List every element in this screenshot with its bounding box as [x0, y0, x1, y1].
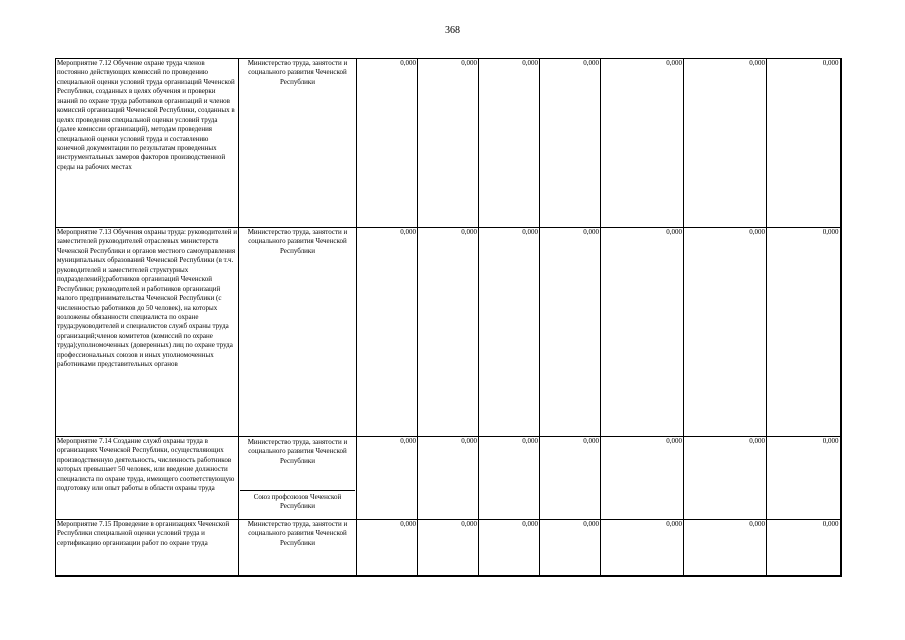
value-cell: 0,000	[684, 520, 767, 577]
table-row	[56, 59, 841, 228]
executor-cell	[239, 59, 357, 228]
value-cell: 0,000	[479, 59, 540, 228]
table-row	[56, 520, 841, 577]
measure-description: Мероприятие 7.14 Создание служб охраны труда в организациях Чеченской Республики, осуществляющих производственную деятельность, численность работников которых превышает 50 человек, или введение должности специалиста по охране труда, имеющего соответствующую подготовку или опыт работы в области охраны труда	[56, 437, 239, 520]
value-cell: 0,000	[684, 59, 767, 228]
value-cell: 0,000	[767, 59, 841, 228]
value-cell: 0,000	[684, 437, 767, 520]
value-cell: 0,000	[684, 228, 767, 437]
executor-name: Министерство труда, занятости и социального развития Чеченской Республики	[247, 228, 348, 255]
value-cell: 0,000	[767, 520, 841, 577]
executor-name: Министерство труда, занятости и социального развития Чеченской Республики	[247, 520, 348, 547]
value-cell: 0,000	[418, 520, 479, 577]
value-cell: 0,000	[601, 59, 684, 228]
value-cell: 0,000	[357, 59, 418, 228]
value-cell: 0,000	[601, 520, 684, 577]
value-cell: 0,000	[479, 437, 540, 520]
value-cell: 0,000	[357, 228, 418, 437]
value-cell: 0,000	[601, 437, 684, 520]
measure-description: Мероприятие 7.12 Обучение охране труда членов постоянно действующих комиссий по проведению специальной оценки условий труда организаций Чеченской Республики, созданных в целях обучения и проверки знаний по охране труда работников организаций и членов комиссий организаций Чеченской Республики, созданных в целях проведения специальной оценки условий труда (далее комиссии организаций), методам проведения специальной оценки условий труда и составлению конечной документации по результатам проведенных инструментальных замеров факторов производственной среды на рабочих местах	[56, 59, 239, 228]
co-executor-name: Союз профсоюзов Чеченской Республики	[240, 490, 355, 514]
value-cell: 0,000	[479, 520, 540, 577]
value-cell: 0,000	[767, 437, 841, 520]
value-cell: 0,000	[540, 228, 601, 437]
measure-description: Мероприятие 7.15 Проведение в организациях Чеченской Республики специальной оценки условий труда и сертификацию организации работ по охране труда	[56, 520, 239, 577]
value-cell: 0,000	[540, 520, 601, 577]
table-row	[56, 437, 841, 520]
executor-name: Министерство труда, занятости и социального развития Чеченской Республики	[247, 438, 348, 465]
value-cell: 0,000	[767, 228, 841, 437]
measure-description: Мероприятие 7.13 Обучения охраны труда: руководителей и заместителей руководителей отраслевых министерств Чеченской Республики и органов местного самоуправления муниципальных образований Чеченской Республики (в т.ч. руководителей и заместителей структурных подразделений);работников организаций Чеченской Республики; руководителей и работников организаций малого предпринимательства Чеченской Республики (с численностью работников до 50 человек), на которых возложены обязанности специалиста по охране труда;руководителей и специалистов служб охраны труда организаций;членов комитетов (комиссий по охране труда);уполномоченных (доверенных) лиц по охране труда профессиональных союзов и иных уполномоченных работниками представительных органов	[56, 228, 239, 437]
table-row	[56, 228, 841, 437]
value-cell: 0,000	[479, 228, 540, 437]
value-cell: 0,000	[357, 437, 418, 520]
executor-name: Министерство труда, занятости и социального развития Чеченской Республики	[247, 59, 348, 86]
value-cell: 0,000	[418, 59, 479, 228]
page-number: 368	[445, 25, 460, 36]
executor-cell	[239, 520, 357, 577]
value-cell: 0,000	[418, 228, 479, 437]
value-cell: 0,000	[357, 520, 418, 577]
measures-table	[55, 58, 842, 577]
value-cell: 0,000	[418, 437, 479, 520]
executor-cell	[239, 437, 357, 520]
executor-cell	[239, 228, 357, 437]
value-cell: 0,000	[540, 437, 601, 520]
value-cell: 0,000	[601, 228, 684, 437]
value-cell: 0,000	[540, 59, 601, 228]
